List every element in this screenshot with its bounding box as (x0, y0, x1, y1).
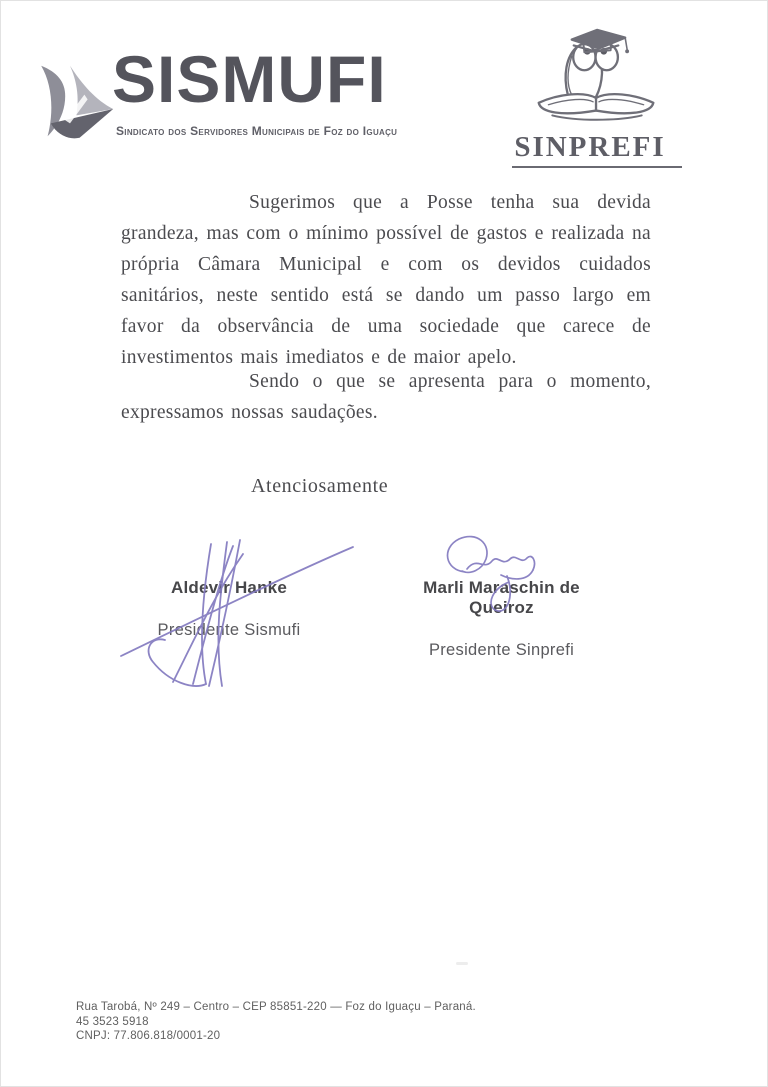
sismufi-logo (36, 42, 446, 151)
sismufi-tagline: Sindicato dos Servidores Municipais de Foz do Iguaçu (116, 124, 398, 138)
signer-title: Presidente Sismufi (157, 621, 301, 639)
sinprefi-wordmark: SINPREFI (512, 131, 681, 168)
signature-block-sinprefi (389, 578, 614, 660)
footer (76, 1000, 476, 1044)
signer-title: Presidente Sinprefi (428, 641, 575, 659)
sismufi-mark-icon (38, 57, 118, 145)
sinprefi-logo (493, 27, 701, 168)
sismufi-wordmark: SISMUFI (112, 42, 387, 116)
footer-address: Rua Tarobá, Nº 249 – Centro – CEP 85851-220 — Foz do Iguaçu – Paraná. (76, 1001, 476, 1013)
signer-name: Marli Maraschin de Queiroz (423, 578, 580, 617)
signer-name: Aldevir Hanke (171, 578, 287, 597)
paragraph-2: Sendo o que se apresenta para o momento, expressamos nossas saudações. (121, 371, 651, 423)
owl-book-logo-icon (523, 27, 671, 129)
footer-cnpj: CNPJ: 77.806.818/0001-20 (76, 1030, 221, 1042)
pen-smudge (456, 962, 468, 965)
paragraph-1: Sugerimos que a Posse tenha sua devida grandeza, mas com o mínimo possível de gastos e realizada na própria Câmara Municipal e com os devidos cuidados sanitários, neste sentido está se dando um passo largo em favor da observância de uma sociedade que carece de investimentos mais imediatos e de maior apelo. (121, 192, 651, 368)
signature-block-sismufi (119, 578, 339, 640)
footer-phone: 45 3523 5918 (76, 1015, 149, 1028)
closing-salutation: Atenciosamente (251, 475, 389, 497)
